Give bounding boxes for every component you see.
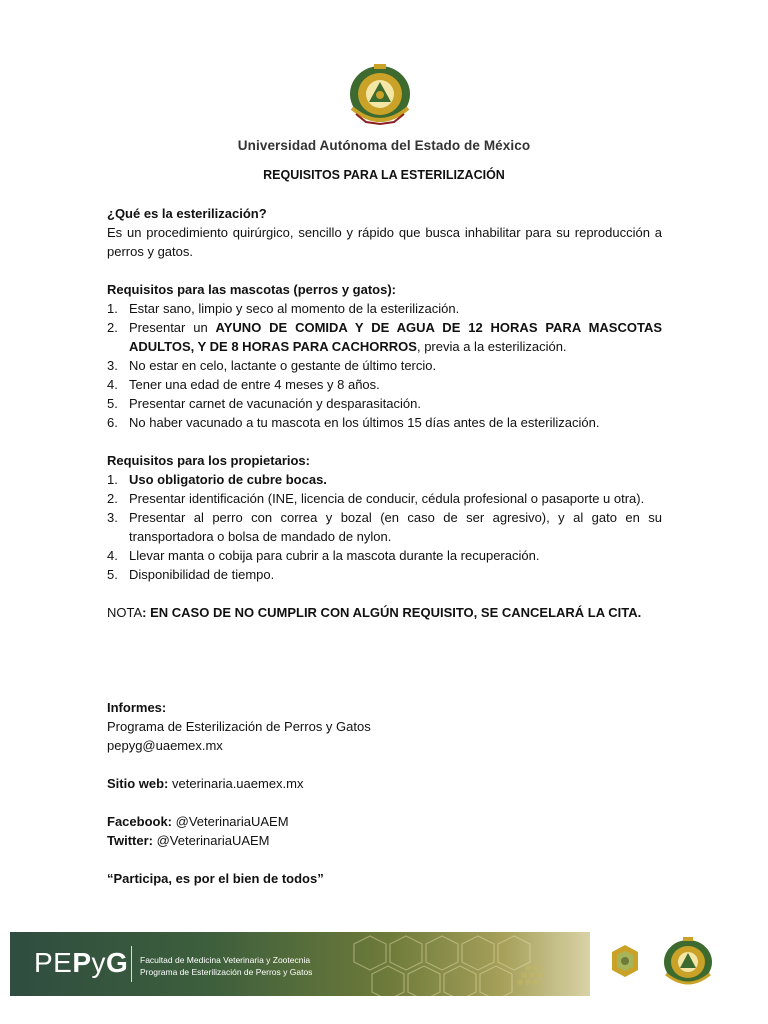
contact-email[interactable]: pepyg@uaemex.mx [107,738,223,753]
website-link[interactable]: veterinaria.uaemex.mx [168,776,304,791]
uaemex-crest-small-logo [660,936,716,992]
twitter: Twitter: @VeterinariaUAEM [107,833,270,848]
pepyg-brand: PEPyG [34,947,129,978]
twitter-link[interactable]: @VeterinariaUAEM [152,833,270,848]
intro-answer: Es un procedimiento quirúrgico, sencillo y rápido que busca inhabilitar para su reproducción a perros y gatos. [107,225,662,259]
facebook: Facebook: @VeterinariaUAEM [107,814,289,829]
intro-question: ¿Qué es la esterilización? [107,206,267,221]
uaemex-crest-logo [346,62,414,132]
note: NOTA: EN CASO DE NO CUMPLIR CON ALGÚN REQUISITO, SE CANCELARÁ LA CITA. [107,605,642,620]
list-item: 4. Llevar manta o cobija para cubrir a la mascota durante la recuperación. [107,548,540,563]
document-body [107,204,662,888]
pets-heading: Requisitos para las mascotas (perros y gatos): [107,282,396,297]
slogan: “Participa, es por el bien de todos” [107,871,324,886]
footer-line-program: Programa de Esterilización de Perros y Gatos [140,967,313,977]
informes-label: Informes: [107,700,167,715]
owners-heading: Requisitos para los propietarios: [107,453,310,468]
hexagon-logo [610,944,640,978]
website: Sitio web: veterinaria.uaemex.mx [107,776,304,791]
facebook-link[interactable]: @VeterinariaUAEM [172,814,289,829]
footer-text [140,954,312,978]
footer-line-faculty: Facultad de Medicina Veterinaria y Zootecnia [140,955,311,965]
list-item: 1. Uso obligatorio de cubre bocas. [107,472,327,487]
pets-requirements-list [107,299,662,432]
list-item: 2. Presentar un AYUNO DE COMIDA Y DE AGUA DE 12 HORAS PARA MASCOTAS ADULTOS, Y DE 8 HORAS PARA CACHORROS, previa a la esterilización. [107,320,663,354]
list-item: 3. Presentar al perro con correa y bozal (en caso de ser agresivo), y al gato en su transportadora o bolsa de mandado de nylon. [107,510,662,544]
footer-divider [131,946,132,982]
hexagon-pattern-icon [350,932,590,996]
program-name: Programa de Esterilización de Perros y Gatos [107,719,371,734]
list-item: 3. No estar en celo, lactante o gestante de último tercio. [107,358,437,373]
list-item: 4. Tener una edad de entre 4 meses y 8 años. [107,377,380,392]
list-item: 6. No haber vacunado a tu mascota en los últimos 15 días antes de la esterilización. [107,415,600,430]
list-item: 2. Presentar identificación (INE, licencia de conducir, cédula profesional o pasaporte u otra). [107,491,645,506]
list-item: 5. Presentar carnet de vacunación y desparasitación. [107,396,421,411]
list-item: 1. Estar sano, limpio y seco al momento de la esterilización. [107,301,460,316]
owners-requirements-list [107,470,662,584]
university-name: Universidad Autónoma del Estado de México [237,138,531,153]
document-title: REQUISITOS PARA LA ESTERILIZACIÓN [263,168,505,182]
list-item: 5. Disponibilidad de tiempo. [107,567,275,582]
